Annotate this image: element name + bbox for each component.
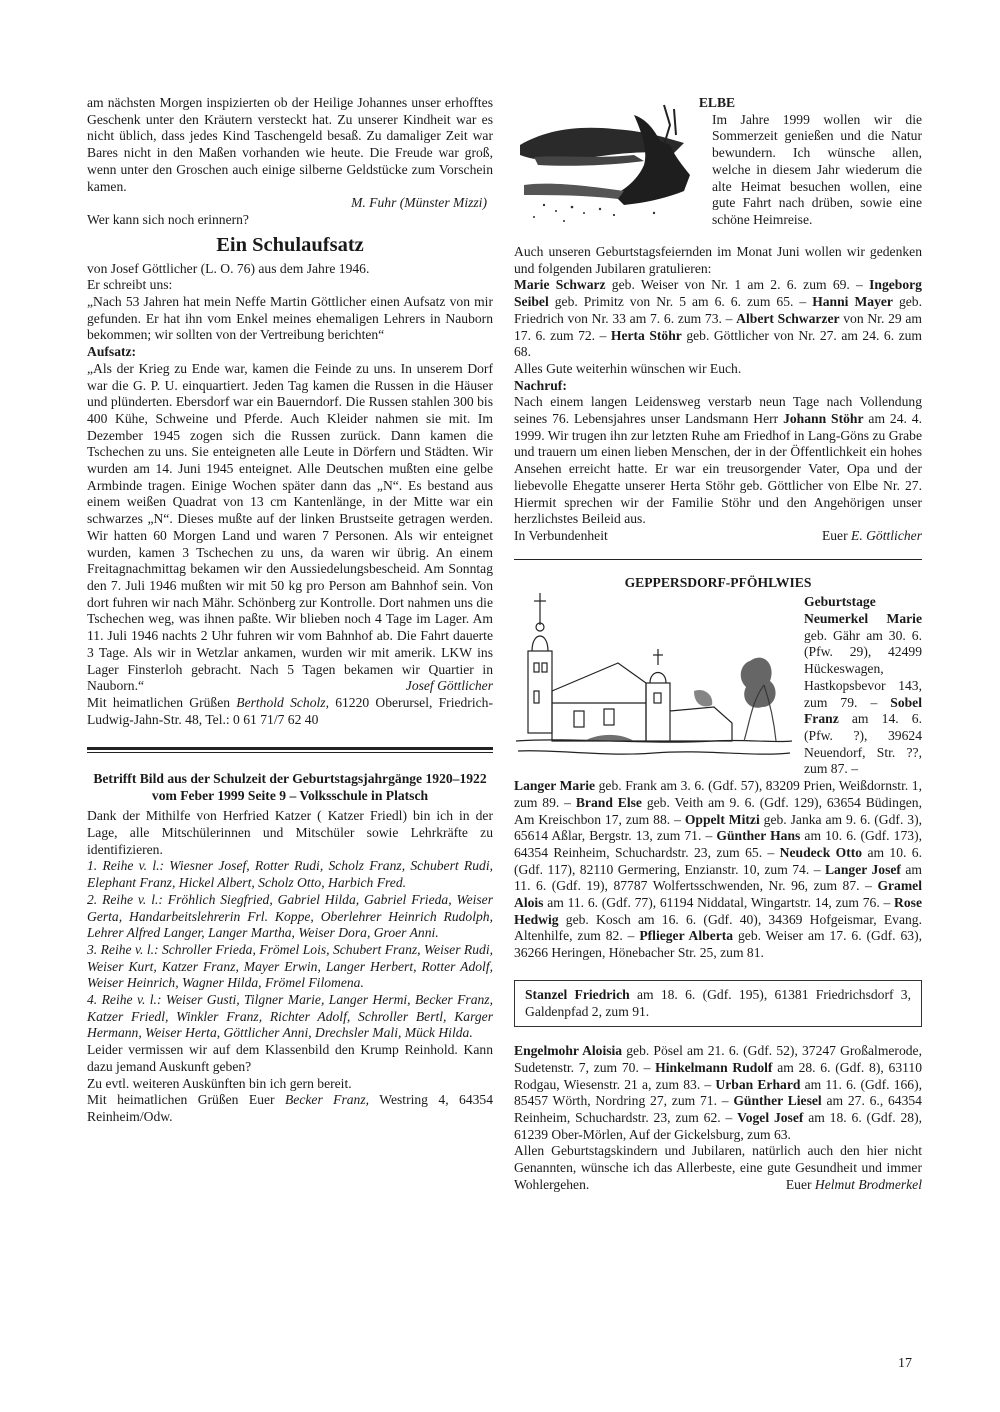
elbe-header xyxy=(514,95,922,245)
birthday-name: Günther Liesel xyxy=(733,1093,822,1109)
greeting-address: 61220 Oberursel, Friedrich-Ludwig-Jahn-Str. 48, Tel.: 0 61 71/7 62 40 xyxy=(87,694,493,727)
section-divider xyxy=(514,559,922,560)
schulaufsatz-writes: Er schreibt uns: xyxy=(87,277,173,293)
nachruf-name: Johann Stöhr xyxy=(783,411,864,427)
boxed-birthday xyxy=(514,980,922,1027)
birthday-details: geb. Frank am 3. 6. (Gdf. 57), 83209 Prien, Weißdornstr. 1, zum 89. – xyxy=(514,778,922,810)
signature-name: Helmut Brodmerkel xyxy=(814,1176,922,1192)
schulbild-row-4: 4. Reihe v. l.: Weiser Gusti, Tilgner Marie, Langer Hermi, Becker Franz, Katzer Friedl, Winkler Franz, Richter Adolf, Schroller Bertl, Karger Hermann, Weiser Herta, Göttlicher Anni, Drechsler Mali, Mück Hilda. xyxy=(87,992,493,1041)
geppersdorf-title: GEPPERSDORF-PFÖHLWIES xyxy=(624,574,812,590)
birthday-details: geb. Pösel am 21. 6. (Gdf. 52), 37247 Großalmerode, Sudetenstr. 7, zum 70. – xyxy=(514,1043,922,1075)
nachruf-label: Nachruf: xyxy=(514,377,567,393)
greeting-name: Becker Franz, xyxy=(285,1092,370,1108)
elbe-june: Auch unseren Geburtstagsfeiernden im Monat Juni wollen wir gedenken und folgenden Jubilaren gratulieren: xyxy=(514,244,922,276)
elbe-title: ELBE xyxy=(698,95,736,110)
birthday-name: Langer Marie xyxy=(514,778,596,794)
jubilar-name: Herta Stöhr xyxy=(610,327,682,343)
greeting-prefix: Mit heimatlichen Grüßen xyxy=(87,694,237,710)
schulbild-row-3: 3. Reihe v. l.: Schroller Frieda, Frömel Lois, Schubert Franz, Weiser Rudi, Weiser Kurt, Katzer Franz, Mayer Erwin, Langer Herbert, Rotter Adolf, Weiser Heinrich, Wagner Hilda, Frömel Filomena. xyxy=(87,941,493,991)
schulbild-missing: Leider vermissen wir auf dem Klassenbild den Krump Reinhold. Kann dazu jemand Auskunft geben? xyxy=(87,1042,493,1074)
birthday-details: am 11. 6. (Gdf. 77), 61194 Niddatal, Wingartstr. 14, zum 76. – xyxy=(543,895,895,911)
schulbild-row-1: 1. Reihe v. l.: Wiesner Josef, Rotter Rudi, Scholz Franz, Schubert Rudi, Elephant Franz, Hickel Albert, Scholz Otto, Harbich Fred. xyxy=(87,858,493,891)
intro-question: Wer kann sich noch erinnern? xyxy=(87,211,249,227)
elbe-wish: Alles Gute weiterhin wünschen wir Euch. xyxy=(514,360,742,376)
birthday-name: Sobel Franz xyxy=(804,694,922,727)
schulbild-greeting xyxy=(87,1092,493,1125)
jubilar-details: von Nr. 29 am 17. 6. zum 72. – xyxy=(514,310,922,343)
birthday-name: Engelmohr Aloisia xyxy=(514,1043,623,1059)
birthday-name: Stanzel Friedrich xyxy=(525,986,630,1002)
birthdays-label: Geburtstage xyxy=(804,594,876,610)
birthday-name: Neudeck Otto xyxy=(779,844,863,860)
jubilar-details: geb. Friedrich von Nr. 33 am 7. 6. zum 73. – xyxy=(514,294,922,326)
section-divider xyxy=(87,747,493,753)
jubilar-details: geb. Primitz von Nr. 5 am 6. 6. zum 65. – xyxy=(548,294,813,310)
birthday-name: Hinkelmann Rudolf xyxy=(655,1059,773,1075)
closing-name: E. Göttlicher xyxy=(851,527,922,543)
schulaufsatz-greeting xyxy=(87,695,493,728)
schulaufsatz-title: Ein Schulaufsatz xyxy=(216,233,364,256)
closing-text: Allen Geburtstagskindern und Jubilaren, natürlich auch den hier nicht Genannten, wünsche ich das Allerbeste, eine gute Gesundheit und immer Wohlergehen. xyxy=(514,1143,922,1192)
signature-prefix: Euer xyxy=(785,1176,815,1192)
birthday-details: geb. Janka am 9. 6. (Gdf. 3), 65614 Aßlar, Bergstr. 13, zum 71. – xyxy=(514,811,922,844)
jubilar-name: Ingeborg Seibel xyxy=(514,277,922,310)
jubilar-name: Marie Schwarz xyxy=(514,277,606,293)
schulbild-row-2: 2. Reihe v. l.: Fröhlich Siegfried, Gabriel Hilda, Gabriel Frieda, Weiser Gerta, Handarbeitslehrerin Frl. Koppe, Oberlehrer Heinrich Rudolph, Lehrer Alfred Langer, Langer Martha, Weiser Dora, Groer Anni. xyxy=(87,891,493,941)
left-column xyxy=(87,95,493,1126)
aufsatz-signature: Josef Göttlicher xyxy=(405,678,493,694)
church-sketch-image xyxy=(514,591,794,763)
birthday-details: am 14. 6. (Pfw. ?), 39624 Neuendorf, Str. ??, zum 87. – xyxy=(804,711,922,777)
birthday-name: Brand Else xyxy=(575,794,642,810)
greeting-address: Westring 4, 64354 Reinheim/Odw. xyxy=(87,1092,494,1124)
aufsatz-label: Aufsatz: xyxy=(87,344,137,360)
intro-paragraph: am nächsten Morgen inspizierten ob der Heilige Johannes unser erhofftes Geschenk unter den Kräutern versteckt hat. Zu unserer Kindheit war es nicht üblich, dass jedes Kind Taschengeld besaß. Zu damaliger Zeit war Bares nicht in den Maßen vorhanden wie heute. Die Freude war groß, wenn unter den Groschen auch einige silberne Geldstücke zum Vorschein kamen. xyxy=(87,95,493,194)
birthday-details: am 11. 6. (Gdf. 166), 85457 Wörth, Nordring 27, zum 71. – xyxy=(514,1076,923,1109)
greeting-name: Berthold Scholz, xyxy=(236,694,329,710)
birthday-entry xyxy=(804,611,922,778)
elbe-closing xyxy=(514,528,922,545)
schulaufsatz-quote: „Nach 53 Jahren hat mein Neffe Martin Göttlicher einen Aufsatz von mir gefunden. Er hat ihn vom Enkel meines ehemaligen Lehrers in Nauborn bekommen; wir sollten von der Vertreibung berichten“ xyxy=(87,294,493,343)
birthday-name: Vogel Josef xyxy=(737,1110,804,1126)
elbe-intro: Im Jahre 1999 wollen wir die Sommerzeit genießen und die Natur bewundern. Ich wünsche allen, welche in diesem Jahr wiederum die alte Heimat besuchen wollen, eine gute Fahrt nach drüben, sowie eine schöne Heimreise. xyxy=(712,111,922,227)
birthday-name: Neumerkel Marie xyxy=(804,611,922,627)
jubilar-name: Albert Schwarzer xyxy=(736,310,840,326)
schulaufsatz-byline: von Josef Göttlicher (L. O. 76) aus dem Jahre 1946. xyxy=(87,260,370,276)
jubilar-details: geb. Göttlicher von Nr. 27. am 24. 6. zum 68. xyxy=(514,327,923,360)
birthday-name: Urban Erhard xyxy=(715,1076,801,1092)
aufsatz-text: „Als der Krieg zu Ende war, kamen die Feinde zu uns. In unserem Dorf war die G. P. U. einquartiert. Jeden Tag kamen die Russen in die Häuser und plünderten. Ebersdorf war ein Bauerndorf. Die Russen stahlen 300 bis 400 Kühe, Schweine und Pferde. Auch Kleider nahmen sie mit. Im Dezember 1945 zogen sich die Russen zurück. Dann kamen die Tschechen zu uns. Sie enteigneten alle Leute in Dörfern und Städten. Wir wurden am 14. Juni 1945 enteignet. Alle Deutschen mußten eine gelbe Armbinde tragen. Einige Wochen später dann das „N“. Es bestand aus einem weißen Quadrat von 13 cm Kantenlänge, in der Mitte war ein schwarzes „N“. Dieses mußte auf der linken Brustseite getragen werden. Wir hatten 60 Morgen Land und waren 7 Personen. Als wir enteignet wurden, kamen 3 Tschechen zu uns, da waren wir übrig. An einem Freitagnachmittag bekamen wir den Aussiedelungsbescheid. Am Sonntag den 7. Juli 1946 mußten wir mit 50 kg pro Person am Bahnhof sein. Von dort fuhren wir nach Mähr. Schönberg zur Kontrolle. Dort nahmen uns die Tschechen weg, was ihnen paßte. Wir blieben noch 4 Tage im Lager. Am 11. Juli 1946 nachts 2 Uhr fuhren wir vom Bahnhof ab. Die Fahrt dauerte 3 Tage. Als wir in Wetzlar ankamen, wurden wir mit amerik. LKW ins Lager Finsterloh gebracht. Nach 5 Tagen bekamen wir Quartier in Nauborn.“ xyxy=(87,360,493,694)
birthday-name: Günther Hans xyxy=(716,828,801,844)
landscape-sketch-image xyxy=(514,95,704,245)
nachruf-part: Nach einem langen Leidensweg verstarb neun Tage nach Vollendung seines 76. Lebensjahres unser Landsmann Herr xyxy=(514,394,922,427)
geppersdorf-header xyxy=(514,591,922,778)
birthday-details: am 10. 6. (Gdf. 173), 64354 Reinheim, Schuchardstr. 23, zum 65. – xyxy=(514,828,923,860)
closing-left: In Verbundenheit xyxy=(514,527,608,543)
birthday-name: Rose Hedwig xyxy=(514,895,922,927)
intro-signature: M. Fuhr (Münster Mizzi) xyxy=(351,195,487,211)
jubilar-name: Hanni Mayer xyxy=(812,294,893,310)
elbe-jubilare xyxy=(514,277,922,361)
birthday-details: geb. Kosch am 16. 6. (Gdf. 40), 34369 Hofgeismar, Evang. Altenhilfe, zum 82. – xyxy=(514,911,922,944)
birthday-details: am 28. 6. (Gdf. 8), 63110 Rodgau, Wiesenstr. 21 a, zum 83. – xyxy=(514,1059,923,1092)
birthday-list-2 xyxy=(514,1043,922,1143)
birthday-details: geb. Gähr am 30. 6. (Pfw. 29), 42499 Hückeswagen, Hastkopsbevor 143, zum 79. – xyxy=(804,627,922,710)
greeting-prefix: Mit heimatlichen Grüßen Euer xyxy=(87,1092,285,1108)
birthday-list xyxy=(514,778,922,962)
birthday-details: am 18. 6. (Gdf. 195), 61381 Friedrichsdorf 3, Galdenpfad 2, zum 91. xyxy=(525,986,911,1019)
nachruf-text xyxy=(514,394,922,528)
birthday-name: Pflieger Alberta xyxy=(639,928,734,944)
birthday-details: am 10. 6. (Gdf. 117), 82110 Germering, Enzianstr. 10, zum 74. – xyxy=(514,844,922,877)
jubilar-details: geb. Weiser von Nr. 1 am 2. 6. zum 69. – xyxy=(605,277,870,293)
page-number: 17 xyxy=(898,1356,912,1371)
closing-prefix: Euer xyxy=(821,527,852,543)
right-column xyxy=(514,95,922,1194)
birthday-details: am 18. 6. (Gdf. 28), 61239 Ober-Mörlen, Auf der Gickelsburg, zum 63. xyxy=(514,1110,922,1142)
birthday-details: geb. Veith am 9. 6. (Gdf. 129), 63654 Büdingen, Am Kreischbon 17, zum 88. – xyxy=(514,794,923,827)
schulbild-heading: Betrifft Bild aus der Schulzeit der Geburtstagsjahrgänge 1920–1922 vom Feber 1999 Seite 9 – Volksschule in Platsch xyxy=(93,771,487,804)
birthday-details: am 27. 6., 64354 Reinheim, Schuchardstr. 23, zum 62. – xyxy=(514,1093,922,1126)
birthday-name: Oppelt Mitzi xyxy=(684,811,760,827)
nachruf-part: am 24. 4. 1999. Wir trugen ihn zur letzten Ruhe am Friedhof in Lang-Göns zu Grabe und trauern um einen lieben Menschen, der in der Öffentlichkeit ein hohes Ansehen erreicht hatte. Er war ein treusorgender Vater, Opa und der liebevolle Ehegatte unserer Herta Stöhr geb. Göttlicher von Elbe Nr. 27. Hiermit sprechen wir der Familie Stöhr und den Angehörigen unser herzlichstes Beileid aus. xyxy=(514,411,922,527)
schulbild-intro: Dank der Mithilfe von Herfried Katzer ( Katzer Friedl) bin ich in der Lage, alle Mitschülerinnen und Mitschüler sowie Lehrkräfte zu identifizieren. xyxy=(87,808,493,857)
schulbild-offer: Zu evtl. weiteren Auskünften bin ich gern bereit. xyxy=(87,1075,352,1091)
birthday-details: am 11. 6. (Gdf. 19), 87787 Wolfertsschwenden, Nr. 96, zum 87. – xyxy=(514,861,922,894)
birthday-name: Gramel Alois xyxy=(514,878,922,911)
birthday-name: Langer Josef xyxy=(824,861,901,877)
closing-right xyxy=(822,528,922,545)
birthday-details: geb. Weiser am 17. 6. (Gdf. 63), 36266 Heringen, Hönebacher Str. 25, zum 81. xyxy=(514,928,922,961)
